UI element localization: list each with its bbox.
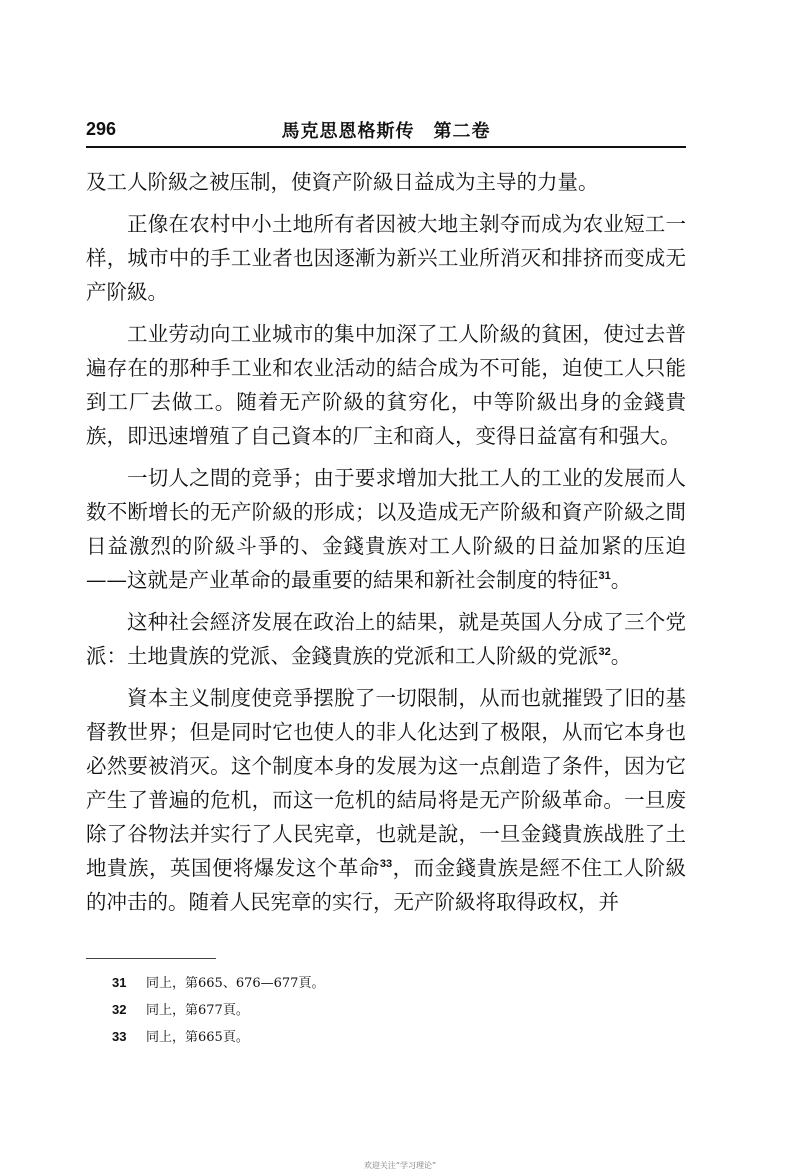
paragraph: 这种社会經济发展在政治上的結果，就是英国人分成了三个党派：土地貴族的党派、金錢貴族的党派和工人阶級的党派$^{32}$。 — [86, 610, 686, 668]
footnote-text: 同上，第665、676—677頁。 — [146, 976, 325, 991]
footnote-rule — [86, 958, 216, 959]
footnote-text: 同上，第677頁。 — [146, 1003, 249, 1018]
footnote-number: 32 — [112, 1002, 127, 1017]
paragraph: 一切人之間的竞爭；由于要求增加大批工人的工业的发展而人数不断增长的无产阶級的形成；以及造成无产阶級和資产阶級之間日益激烈的阶級斗爭的、金錢貴族对工人阶級的日益加紧的压迫——这就是产业革命的最重要的結果和新社会制度的特征$^{31}$。 — [86, 466, 686, 592]
footnote — [112, 970, 672, 997]
footnote-text: 同上，第665頁。 — [146, 1030, 249, 1045]
footnote-number: 33 — [112, 1029, 127, 1044]
footnote-ref[interactable]: 31 — [598, 570, 611, 583]
footnotes — [112, 970, 672, 1051]
paragraph: 資本主义制度使竞爭摆脫了一切限制，从而也就摧毁了旧的基督教世界；但是同时它也使人的非人化达到了极限，从而它本身也必然要被消灭。这个制度本身的发展为这一点創造了条件，因为它产生了普遍的危机，而这一危机的結局将是无产阶級革命。一旦废除了谷物法并实行了人民宪章，也就是說，一旦金錢貴族战胜了土地貴族，英国便将爆发这个革命$^{33}$，而金錢貴族是經不住工人阶級的冲击的。随着人民宪章的实行，无产阶級将取得政权，并 — [86, 686, 686, 914]
footnote — [112, 1024, 672, 1051]
page-number: 296 — [86, 119, 117, 139]
running-header — [86, 113, 686, 143]
paragraph: 正像在农村中小土地所有者因被大地主剝夺而成为农业短工一样，城市中的手工业者也因逐漸为新兴工业所消灭和排挤而变成无产阶級。 — [86, 212, 686, 304]
paragraph: 及工人阶級之被压制，使資产阶級日益成为主导的力量。 — [86, 170, 599, 194]
footnote-ref[interactable]: 32 — [598, 646, 611, 659]
footnote-ref[interactable]: 33 — [379, 858, 393, 871]
body-text — [86, 165, 686, 927]
paragraph: 工业劳动向工业城市的集中加深了工人阶級的貧困，使过去普遍存在的那种手工业和农业活动的結合成为不可能，迫使工人只能到工厂去做工。随着无产阶級的貧穷化，中等阶級出身的金錢貴族，即迅速增殖了自己資本的厂主和商人，变得日益富有和强大。 — [86, 322, 686, 448]
running-title: 馬克思恩格斯传 第二卷 — [281, 121, 491, 142]
footnote — [112, 997, 672, 1024]
watermark: 欢迎关注“学习理论” — [363, 1161, 437, 1170]
footnote-number: 31 — [112, 975, 127, 990]
header-rule — [86, 146, 686, 148]
